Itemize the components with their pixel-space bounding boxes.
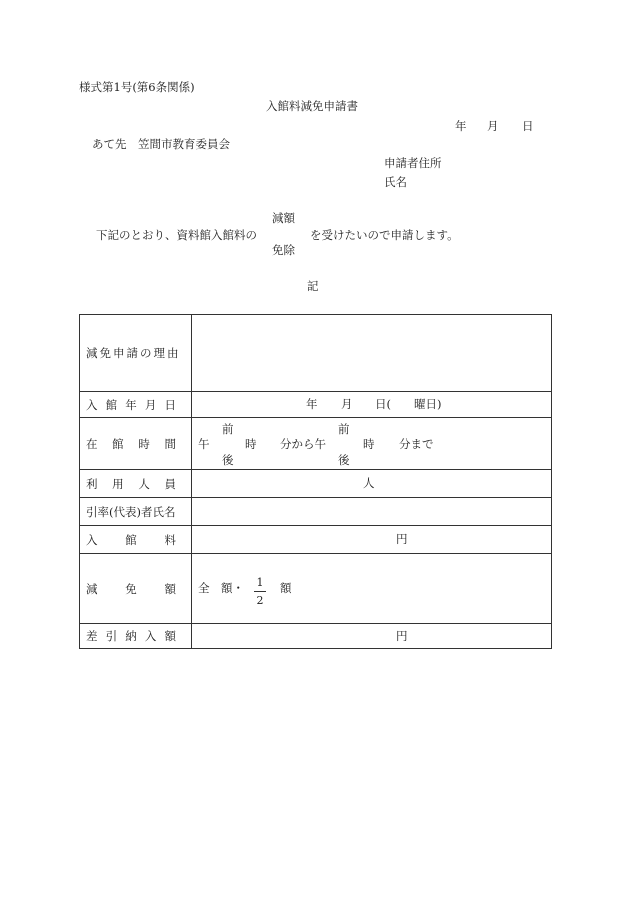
visit-date-field[interactable]: 年 月 日( 曜日) [192, 392, 552, 418]
users-field[interactable]: 人 [192, 470, 552, 498]
label-leader: 引率(代表)者氏名 [80, 498, 192, 526]
label-fee: 入 館 料 [80, 526, 192, 554]
date-year: 年 [455, 119, 467, 133]
option-exempt: 免除 [272, 243, 295, 257]
request-sentence-after: を受けたいので申請します。 [310, 228, 459, 242]
label-visit-date: 入 館 年 月 日 [80, 392, 192, 418]
addressee: あて先 笠間市教育委員会 [92, 137, 230, 151]
row-reduction [80, 554, 552, 624]
row-leader [80, 498, 552, 526]
date-month: 月 [487, 119, 499, 133]
half-fraction: 1 2 [254, 576, 266, 607]
label-net: 差 引 納 入 額 [80, 624, 192, 649]
option-reduce: 減額 [272, 211, 295, 225]
label-reason: 減免申請の理由 [80, 315, 192, 392]
label-reduction: 減 免 額 [80, 554, 192, 624]
label-stay-time: 在 館 時 間 [80, 418, 192, 470]
reason-field[interactable] [192, 315, 552, 392]
fee-field[interactable]: 円 [192, 526, 552, 554]
net-field[interactable]: 円 [192, 624, 552, 649]
stay-time-field[interactable]: 前 午 後 時 分から午 前 後 時 分まで [192, 418, 552, 470]
applicant-name-label: 氏名 [384, 175, 407, 189]
reduction-field[interactable]: 全 額・ 1 2 額 [192, 554, 552, 624]
ki-mark: 記 [307, 279, 319, 293]
row-reason [80, 315, 552, 392]
row-stay-time [80, 418, 552, 470]
application-table [79, 314, 552, 649]
leader-field[interactable] [192, 498, 552, 526]
row-users [80, 470, 552, 498]
page-title: 入館料減免申請書 [266, 99, 358, 113]
form-number: 様式第1号(第6条関係) [79, 80, 195, 94]
row-visit-date [80, 392, 552, 418]
request-sentence-before: 下記のとおり、資料館入館料の [96, 228, 257, 242]
row-fee [80, 526, 552, 554]
applicant-address-label: 申請者住所 [384, 156, 442, 170]
label-users: 利 用 人 員 [80, 470, 192, 498]
row-net [80, 624, 552, 649]
date-day: 日 [522, 119, 534, 133]
